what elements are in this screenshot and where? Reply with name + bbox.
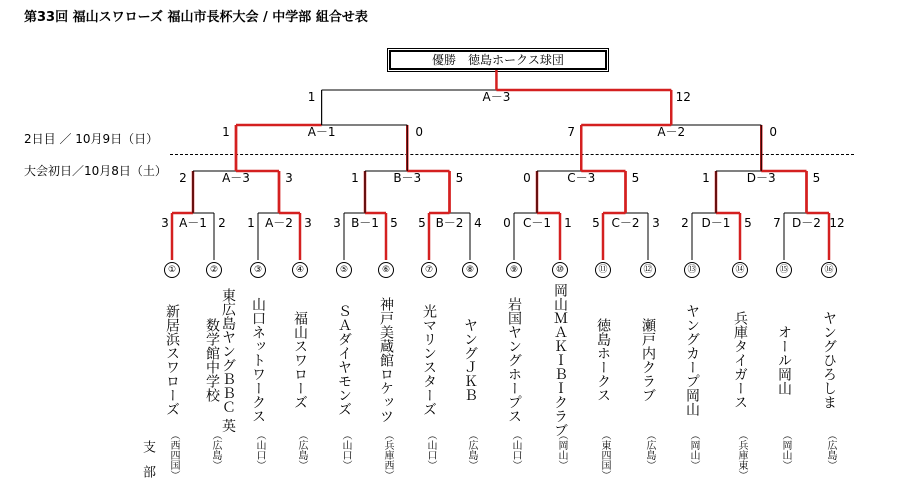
team-number: ③ — [250, 262, 266, 278]
team-entry — [682, 262, 702, 439]
r2-score-right: 5 — [631, 171, 640, 185]
final-match-label: A－3 — [482, 90, 511, 104]
r1-match-label: A－2 — [265, 216, 293, 230]
team-number: ⑨ — [506, 262, 522, 278]
r2-score-left: 1 — [351, 171, 359, 185]
day2-label: 2日目 ／ 10月9日（日） — [24, 132, 159, 146]
sf-score-right: 0 — [769, 125, 778, 139]
team-branch: （山口） — [510, 430, 521, 470]
team-name: 光マリンスターズ — [421, 304, 437, 416]
team-branch: （山口） — [254, 430, 265, 470]
team-entry — [248, 262, 268, 439]
r2-score-right: 3 — [285, 171, 293, 185]
team-number: ⑧ — [462, 262, 478, 278]
branch-label: 支部 — [140, 440, 155, 490]
team-name: 福山スワローズ — [292, 311, 308, 409]
team-number: ⑯ — [821, 262, 837, 278]
team-number: ⑦ — [421, 262, 437, 278]
r1-match-label: C－1 — [522, 216, 552, 230]
team-entry — [550, 262, 570, 439]
team-number: ⑤ — [336, 262, 352, 278]
r1-score-right: 12 — [829, 216, 845, 230]
team-branch: （西四国） — [168, 430, 179, 480]
team-branch: （広島） — [210, 430, 221, 470]
r2-score-left: 0 — [523, 171, 531, 185]
sf-match-label: A－2 — [657, 125, 686, 139]
r1-score-left: 5 — [592, 216, 600, 230]
r1-score-left: 5 — [418, 216, 426, 230]
sf-match-label: A－1 — [307, 125, 336, 139]
final-score-right: 12 — [675, 90, 691, 104]
r1-match-label: B－2 — [435, 216, 464, 230]
team-entry — [419, 262, 439, 439]
team-entry — [162, 262, 182, 439]
team-branch: （広島） — [466, 430, 477, 470]
team-branch: （山口） — [340, 430, 351, 470]
page-title: 第33回 福山スワローズ 福山市長杯大会 / 中学部 組合せ表 — [24, 10, 368, 25]
r2-score-right: 5 — [812, 171, 821, 185]
final-score-left: 1 — [307, 90, 316, 104]
team-number: ② — [206, 262, 222, 278]
team-entry — [730, 262, 750, 439]
team-name: 兵庫タイガース — [732, 311, 748, 409]
team-name: 東広島ヤングＢＢＣ 英数学館中学校 — [204, 287, 236, 433]
r1-score-left: 3 — [161, 216, 169, 230]
team-name: 岡山ＭＡＫＩＢＩクラブ — [552, 283, 568, 437]
r1-match-label: A－1 — [179, 216, 207, 230]
r1-score-left: 7 — [773, 216, 781, 230]
team-entry — [504, 262, 524, 439]
team-number: ⑩ — [552, 262, 568, 278]
team-branch: （広島） — [296, 430, 307, 470]
team-entry — [376, 262, 396, 439]
team-branch: （岡山） — [688, 430, 699, 470]
team-name: 岩国ヤングホープス — [506, 297, 522, 423]
team-number: ⑭ — [732, 262, 748, 278]
team-name: 神戸美蔵館ロケッツ — [378, 297, 394, 423]
team-number: ⑪ — [595, 262, 611, 278]
r1-score-left: 2 — [681, 216, 689, 230]
team-name: 新居浜スワローズ — [164, 304, 180, 416]
r2-score-right: 5 — [455, 171, 464, 185]
team-number: ④ — [292, 262, 308, 278]
team-name: オール岡山 — [776, 325, 792, 395]
team-name: 瀬戸内クラブ — [640, 318, 656, 402]
team-branch: （兵庫西） — [382, 430, 393, 480]
sf-score-right: 0 — [415, 125, 424, 139]
sf-score-left: 7 — [567, 125, 576, 139]
team-number: ① — [164, 262, 180, 278]
team-name: ＳＡダイヤモンズ — [336, 304, 352, 416]
team-branch: （山口） — [425, 430, 436, 470]
r2-score-left: 2 — [179, 171, 187, 185]
team-name: 徳島ホークス — [595, 318, 611, 402]
r1-score-right: 5 — [390, 216, 398, 230]
r1-score-right: 2 — [218, 216, 226, 230]
team-name: ヤングＪＫＢ — [462, 318, 478, 402]
r1-score-right: 3 — [652, 216, 660, 230]
r1-score-right: 5 — [744, 216, 752, 230]
team-branch: （東四国） — [599, 430, 610, 480]
r1-match-label: C－2 — [611, 216, 640, 230]
team-entry — [593, 262, 613, 439]
team-name: ヤングカープ岡山 — [684, 304, 700, 416]
r1-score-left: 3 — [333, 216, 341, 230]
team-branch: （岡山） — [780, 430, 791, 470]
r2-score-left: 1 — [702, 171, 710, 185]
team-name: 山口ネットワークス — [250, 297, 266, 423]
sf-score-left: 1 — [222, 125, 230, 139]
team-entry — [638, 262, 658, 439]
team-entry — [204, 262, 236, 439]
r2-match-label: D－3 — [746, 171, 776, 185]
team-entry — [290, 262, 310, 439]
team-number: ⑥ — [378, 262, 394, 278]
team-entry — [774, 262, 794, 439]
team-branch: （広島） — [825, 430, 836, 470]
team-number: ⑫ — [640, 262, 656, 278]
team-entry — [460, 262, 480, 439]
r1-match-label: D－2 — [792, 216, 821, 230]
team-branch: （広島） — [644, 430, 655, 470]
day1-label: 大会初日／10月8日（土） — [24, 164, 167, 178]
team-branch: （兵庫東） — [736, 430, 747, 480]
team-number: ⑬ — [684, 262, 700, 278]
r2-match-label: A－3 — [222, 171, 250, 185]
r1-score-left: 1 — [247, 216, 255, 230]
r1-score-right: 4 — [474, 216, 482, 230]
r1-score-left: 0 — [503, 216, 511, 230]
champion-box: 優勝 徳島ホークス球団 — [389, 50, 607, 70]
r2-match-label: C－3 — [567, 171, 596, 185]
team-entry — [334, 262, 354, 439]
r2-match-label: B－3 — [393, 171, 422, 185]
team-branch: （岡山） — [556, 430, 567, 470]
team-name: ヤングひろしま — [821, 311, 837, 409]
r1-match-label: D－1 — [701, 216, 731, 230]
r1-match-label: B－1 — [351, 216, 379, 230]
r1-score-right: 3 — [304, 216, 312, 230]
team-number: ⑮ — [776, 262, 792, 278]
r1-score-right: 1 — [564, 216, 572, 230]
team-entry — [819, 262, 839, 439]
